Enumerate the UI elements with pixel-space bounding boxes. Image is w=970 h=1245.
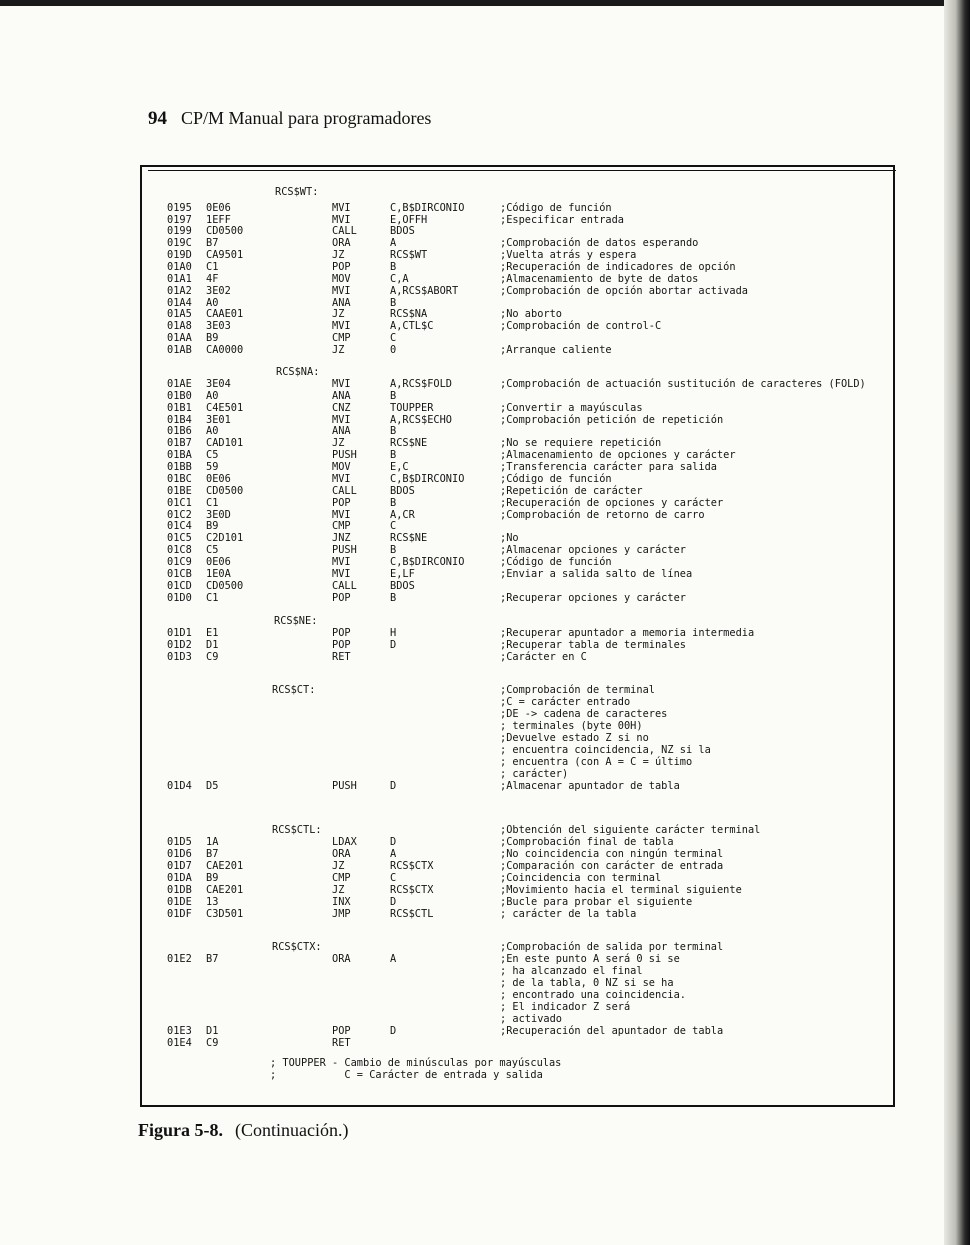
listing-object-code: C1 xyxy=(206,497,219,509)
listing-address: 01BA xyxy=(167,449,192,461)
listing-opcode: MVI xyxy=(332,285,351,297)
page-number: 94 xyxy=(148,108,167,129)
listing-object-code: B7 xyxy=(206,848,219,860)
listing-operand: RCS$CTL xyxy=(390,908,434,920)
listing-comment: ; activado xyxy=(500,1013,562,1025)
listing-address: 01DF xyxy=(167,908,192,920)
listing-comment: ;Recuperar tabla de terminales xyxy=(500,639,686,651)
listing-opcode: ANA xyxy=(332,390,351,402)
listing-address: 01C4 xyxy=(167,520,192,532)
listing-label: RCS$CTX: xyxy=(272,941,322,953)
listing-object-code: E1 xyxy=(206,627,219,639)
listing-comment: ;Almacenamiento de byte de datos xyxy=(500,273,699,285)
listing-opcode: CNZ xyxy=(332,402,351,414)
listing-object-code: A0 xyxy=(206,425,219,437)
listing-address: 01B4 xyxy=(167,414,192,426)
listing-comment: ;C = carácter entrado xyxy=(500,696,631,708)
listing-object-code: A0 xyxy=(206,390,219,402)
scan-right-edge xyxy=(944,0,970,1245)
listing-opcode: JZ xyxy=(332,437,345,449)
listing-address: 01AA xyxy=(167,332,192,344)
listing-object-code: CD0500 xyxy=(206,485,244,497)
listing-comment: ;Comprobación de control-C xyxy=(500,320,662,332)
listing-address: 01A4 xyxy=(167,297,192,309)
listing-address: 01B6 xyxy=(167,425,192,437)
listing-object-code: 1A xyxy=(206,836,219,848)
listing-object-code: B9 xyxy=(206,520,219,532)
listing-opcode: CALL xyxy=(332,485,357,497)
listing-comment: ;Comprobación de opción abortar activada xyxy=(500,285,748,297)
listing-comment: ;Especificar entrada xyxy=(500,214,624,226)
listing-object-code: B9 xyxy=(206,332,219,344)
listing-operand: RCS$CTX xyxy=(390,860,434,872)
listing-opcode: CALL xyxy=(332,225,357,237)
listing-opcode: ORA xyxy=(332,848,351,860)
listing-object-code: A0 xyxy=(206,297,219,309)
listing-address: 01A8 xyxy=(167,320,192,332)
listing-opcode: MVI xyxy=(332,568,351,580)
listing-opcode: MVI xyxy=(332,556,351,568)
listing-opcode: CMP xyxy=(332,332,351,344)
listing-address: 01D6 xyxy=(167,848,192,860)
listing-address: 01D0 xyxy=(167,592,192,604)
listing-operand: B xyxy=(390,449,397,461)
listing-address: 019C xyxy=(167,237,192,249)
listing-operand: H xyxy=(390,627,397,639)
listing-object-code: 4F xyxy=(206,273,219,285)
listing-opcode: MOV xyxy=(332,461,351,473)
listing-address: 01AB xyxy=(167,344,192,356)
listing-opcode: ORA xyxy=(332,237,351,249)
listing-comment: ;En este punto A será 0 si se xyxy=(500,953,680,965)
listing-address: 01BB xyxy=(167,461,192,473)
listing-comment: ;Convertir a mayúsculas xyxy=(500,402,643,414)
listing-opcode: POP xyxy=(332,639,351,651)
listing-opcode: POP xyxy=(332,261,351,273)
listing-operand: B xyxy=(390,297,397,309)
listing-object-code: 3E01 xyxy=(206,414,231,426)
listing-comment: ;Comprobación de actuación sustitución de caracteres (FOLD) xyxy=(500,378,866,390)
listing-address: 01DA xyxy=(167,872,192,884)
listing-comment: ;Enviar a salida salto de línea xyxy=(500,568,693,580)
listing-label: RCS$WT: xyxy=(275,186,319,198)
listing-comment: ;Devuelve estado Z si no xyxy=(500,732,649,744)
listing-address: 01BC xyxy=(167,473,192,485)
listing-comment: ;Comprobación final de tabla xyxy=(500,836,674,848)
listing-address: 01DB xyxy=(167,884,192,896)
listing-comment: ;Bucle para probar el siguiente xyxy=(500,896,693,908)
listing-opcode: PUSH xyxy=(332,449,357,461)
listing-address: 01A5 xyxy=(167,308,192,320)
listing-comment: ;No se requiere repetición xyxy=(500,437,662,449)
listing-comment: ; El indicador Z será xyxy=(500,1001,631,1013)
listing-address: 01E4 xyxy=(167,1037,192,1049)
listing-opcode: JZ xyxy=(332,884,345,896)
listing-comment: ; terminales (byte 00H) xyxy=(500,720,643,732)
listing-operand: A,CTL$C xyxy=(390,320,434,332)
listing-label: RCS$NA: xyxy=(276,366,320,378)
listing-address: 01D5 xyxy=(167,836,192,848)
listing-object-code: CAE201 xyxy=(206,860,244,872)
listing-comment: ;No xyxy=(500,532,519,544)
listing-opcode: MVI xyxy=(332,320,351,332)
listing-operand: E,OFFH xyxy=(390,214,428,226)
listing-address: 01BE xyxy=(167,485,192,497)
listing-comment: ; de la tabla, 0 NZ si se ha xyxy=(500,977,674,989)
page-header xyxy=(148,108,431,130)
listing-object-code: CAE201 xyxy=(206,884,244,896)
listing-comment: ;Arranque caliente xyxy=(500,344,612,356)
listing-operand: RCS$CTX xyxy=(390,884,434,896)
listing-comment: ;Almacenar opciones y carácter xyxy=(500,544,686,556)
listing-operand: B xyxy=(390,425,397,437)
listing-comment: ;Recuperación de opciones y carácter xyxy=(500,497,724,509)
listing-operand: A xyxy=(390,237,397,249)
listing-object-code: 1E0A xyxy=(206,568,231,580)
listing-address: 0197 xyxy=(167,214,192,226)
listing-address: 01C9 xyxy=(167,556,192,568)
listing-object-code: 3E02 xyxy=(206,285,231,297)
listing-address: 01D2 xyxy=(167,639,192,651)
listing-comment: ;Recuperar opciones y carácter xyxy=(500,592,686,604)
listing-object-code: D5 xyxy=(206,780,219,792)
listing-object-code: 59 xyxy=(206,461,219,473)
listing-opcode: POP xyxy=(332,1025,351,1037)
caption-label: Figura 5-8. xyxy=(138,1120,223,1140)
listing-opcode: MVI xyxy=(332,473,351,485)
listing-opcode: ANA xyxy=(332,297,351,309)
listing-operand: RCS$WT xyxy=(390,249,428,261)
listing-opcode: JZ xyxy=(332,344,345,356)
listing-address: 01CB xyxy=(167,568,192,580)
listing-comment: ; encontrado una coincidencia. xyxy=(500,989,686,1001)
listing-operand: A xyxy=(390,848,397,860)
listing-comment: ;Almacenamiento de opciones y carácter xyxy=(500,449,736,461)
listing-opcode: MVI xyxy=(332,202,351,214)
listing-address: 01A1 xyxy=(167,273,192,285)
listing-operand: A,RCS$ECHO xyxy=(390,414,452,426)
listing-object-code: C1 xyxy=(206,261,219,273)
listing-operand: E,LF xyxy=(390,568,415,580)
listing-opcode: PUSH xyxy=(332,544,357,556)
listing-comment: ;Comprobación de datos esperando xyxy=(500,237,699,249)
listing-label: RCS$NE: xyxy=(274,615,318,627)
listing-object-code: CD0500 xyxy=(206,225,244,237)
listing-opcode: CALL xyxy=(332,580,357,592)
figure-caption xyxy=(138,1120,348,1141)
listing-operand: B xyxy=(390,544,397,556)
listing-address: 01C5 xyxy=(167,532,192,544)
frame-top-rule xyxy=(148,170,896,171)
listing-comment: ;Carácter en C xyxy=(500,651,587,663)
listing-comment: ;Recuperación de indicadores de opción xyxy=(500,261,736,273)
listing-opcode: MOV xyxy=(332,273,351,285)
listing-address: 01D3 xyxy=(167,651,192,663)
listing-label: RCS$CTL: xyxy=(272,824,322,836)
listing-comment: ; encuentra (con A = C = último xyxy=(500,756,693,768)
listing-comment: ;Código de función xyxy=(500,556,612,568)
listing-comment: ;Vuelta atrás y espera xyxy=(500,249,637,261)
listing-opcode: LDAX xyxy=(332,836,357,848)
listing-address: 01DE xyxy=(167,896,192,908)
listing-comment: ;Movimiento hacia el terminal siguiente xyxy=(500,884,742,896)
listing-comment: ;Recuperación del apuntador de tabla xyxy=(500,1025,724,1037)
listing-object-code: 3E0D xyxy=(206,509,231,521)
listing-address: 01C1 xyxy=(167,497,192,509)
listing-opcode: RET xyxy=(332,1037,351,1049)
listing-operand: D xyxy=(390,896,397,908)
listing-note: ; C = Carácter de entrada y salida xyxy=(270,1069,543,1081)
listing-object-code: 13 xyxy=(206,896,219,908)
listing-opcode: ANA xyxy=(332,425,351,437)
listing-object-code: D1 xyxy=(206,1025,219,1037)
listing-opcode: MVI xyxy=(332,414,351,426)
listing-address: 01C2 xyxy=(167,509,192,521)
listing-label: RCS$CT: xyxy=(272,684,316,696)
listing-operand: RCS$NE xyxy=(390,437,428,449)
listing-opcode: POP xyxy=(332,497,351,509)
listing-operand: D xyxy=(390,1025,397,1037)
listing-comment: ;Código de función xyxy=(500,473,612,485)
listing-object-code: 0E06 xyxy=(206,202,231,214)
listing-note: ; TOUPPER - Cambio de minúsculas por mayúsculas xyxy=(270,1057,562,1069)
listing-address: 01D1 xyxy=(167,627,192,639)
listing-object-code: B7 xyxy=(206,237,219,249)
listing-operand: BDOS xyxy=(390,580,415,592)
listing-operand: D xyxy=(390,836,397,848)
listing-operand: BDOS xyxy=(390,485,415,497)
listing-operand: BDOS xyxy=(390,225,415,237)
listing-opcode: RET xyxy=(332,651,351,663)
listing-operand: C,B$DIRCONIO xyxy=(390,202,465,214)
listing-object-code: B7 xyxy=(206,953,219,965)
listing-address: 01B1 xyxy=(167,402,192,414)
listing-comment: ;Comprobación de salida por terminal xyxy=(500,941,724,953)
listing-comment: ;Coincidencia con terminal xyxy=(500,872,662,884)
listing-object-code: D1 xyxy=(206,639,219,651)
listing-operand: A,CR xyxy=(390,509,415,521)
listing-object-code: B9 xyxy=(206,872,219,884)
listing-comment: ;Obtención del siguiente carácter terminal xyxy=(500,824,761,836)
listing-address: 01B7 xyxy=(167,437,192,449)
scan-top-edge xyxy=(0,0,970,6)
listing-object-code: 0E06 xyxy=(206,473,231,485)
listing-object-code: CAAE01 xyxy=(206,308,244,320)
listing-address: 01A2 xyxy=(167,285,192,297)
listing-operand: C xyxy=(390,332,397,344)
listing-comment: ;No aborto xyxy=(500,308,562,320)
listing-comment: ;Comprobación de terminal xyxy=(500,684,655,696)
listing-opcode: CMP xyxy=(332,520,351,532)
listing-object-code: CAD101 xyxy=(206,437,244,449)
listing-operand: B xyxy=(390,497,397,509)
listing-object-code: C9 xyxy=(206,651,219,663)
listing-opcode: JZ xyxy=(332,249,345,261)
listing-operand: B xyxy=(390,390,397,402)
listing-address: 019D xyxy=(167,249,192,261)
listing-operand: D xyxy=(390,639,397,651)
listing-opcode: POP xyxy=(332,592,351,604)
listing-operand: RCS$NE xyxy=(390,532,428,544)
listing-opcode: JZ xyxy=(332,860,345,872)
listing-comment: ;Repetición de carácter xyxy=(500,485,643,497)
listing-object-code: CA9501 xyxy=(206,249,244,261)
page-title: CP/M Manual para programadores xyxy=(181,108,432,128)
listing-comment: ;Código de función xyxy=(500,202,612,214)
listing-address: 01B0 xyxy=(167,390,192,402)
listing-comment: ;Comprobación petición de repetición xyxy=(500,414,724,426)
listing-object-code: C5 xyxy=(206,449,219,461)
listing-operand: C,A xyxy=(390,273,409,285)
listing-operand: D xyxy=(390,780,397,792)
listing-address: 0199 xyxy=(167,225,192,237)
listing-opcode: POP xyxy=(332,627,351,639)
listing-operand: RCS$NA xyxy=(390,308,428,320)
listing-object-code: C4E501 xyxy=(206,402,244,414)
listing-address: 01A0 xyxy=(167,261,192,273)
listing-opcode: JZ xyxy=(332,308,345,320)
listing-operand: A xyxy=(390,953,397,965)
listing-comment: ;DE -> cadena de caracteres xyxy=(500,708,668,720)
listing-opcode: JNZ xyxy=(332,532,351,544)
listing-operand: A,RCS$ABORT xyxy=(390,285,459,297)
listing-operand: A,RCS$FOLD xyxy=(390,378,452,390)
listing-address: 01D4 xyxy=(167,780,192,792)
listing-operand: C xyxy=(390,520,397,532)
listing-object-code: CD0500 xyxy=(206,580,244,592)
listing-comment: ;No coincidencia con ningún terminal xyxy=(500,848,724,860)
listing-object-code: 0E06 xyxy=(206,556,231,568)
listing-object-code: 1EFF xyxy=(206,214,231,226)
listing-address: 01E3 xyxy=(167,1025,192,1037)
listing-operand: E,C xyxy=(390,461,409,473)
listing-opcode: JMP xyxy=(332,908,351,920)
listing-operand: C,B$DIRCONIO xyxy=(390,473,465,485)
listing-opcode: MVI xyxy=(332,214,351,226)
listing-comment: ;Almacenar apuntador de tabla xyxy=(500,780,680,792)
listing-comment: ;Recuperar apuntador a memoria intermedia xyxy=(500,627,755,639)
listing-operand: TOUPPER xyxy=(390,402,434,414)
listing-address: 01C8 xyxy=(167,544,192,556)
listing-object-code: C1 xyxy=(206,592,219,604)
listing-object-code: C9 xyxy=(206,1037,219,1049)
listing-comment: ; encuentra coincidencia, NZ si la xyxy=(500,744,711,756)
listing-comment: ; ha alcanzado el final xyxy=(500,965,643,977)
listing-opcode: MVI xyxy=(332,509,351,521)
listing-comment: ;Comparación con carácter de entrada xyxy=(500,860,724,872)
listing-opcode: MVI xyxy=(332,378,351,390)
listing-operand: C,B$DIRCONIO xyxy=(390,556,465,568)
listing-address: 01E2 xyxy=(167,953,192,965)
listing-address: 0195 xyxy=(167,202,192,214)
listing-operand: C xyxy=(390,872,397,884)
listing-object-code: CA0000 xyxy=(206,344,244,356)
listing-operand: 0 xyxy=(390,344,397,356)
listing-object-code: C5 xyxy=(206,544,219,556)
listing-comment: ;Transferencia carácter para salida xyxy=(500,461,717,473)
listing-comment: ; carácter) xyxy=(500,768,569,780)
listing-object-code: 3E04 xyxy=(206,378,231,390)
listing-object-code: 3E03 xyxy=(206,320,231,332)
listing-opcode: INX xyxy=(332,896,351,908)
listing-opcode: CMP xyxy=(332,872,351,884)
listing-operand: B xyxy=(390,261,397,273)
listing-comment: ; carácter de la tabla xyxy=(500,908,637,920)
listing-opcode: ORA xyxy=(332,953,351,965)
listing-address: 01CD xyxy=(167,580,192,592)
listing-object-code: C2D101 xyxy=(206,532,244,544)
listing-address: 01D7 xyxy=(167,860,192,872)
caption-text: (Continuación.) xyxy=(235,1120,349,1140)
listing-operand: B xyxy=(390,592,397,604)
listing-address: 01AE xyxy=(167,378,192,390)
listing-object-code: C3D501 xyxy=(206,908,244,920)
listing-opcode: PUSH xyxy=(332,780,357,792)
listing-comment: ;Comprobación de retorno de carro xyxy=(500,509,705,521)
